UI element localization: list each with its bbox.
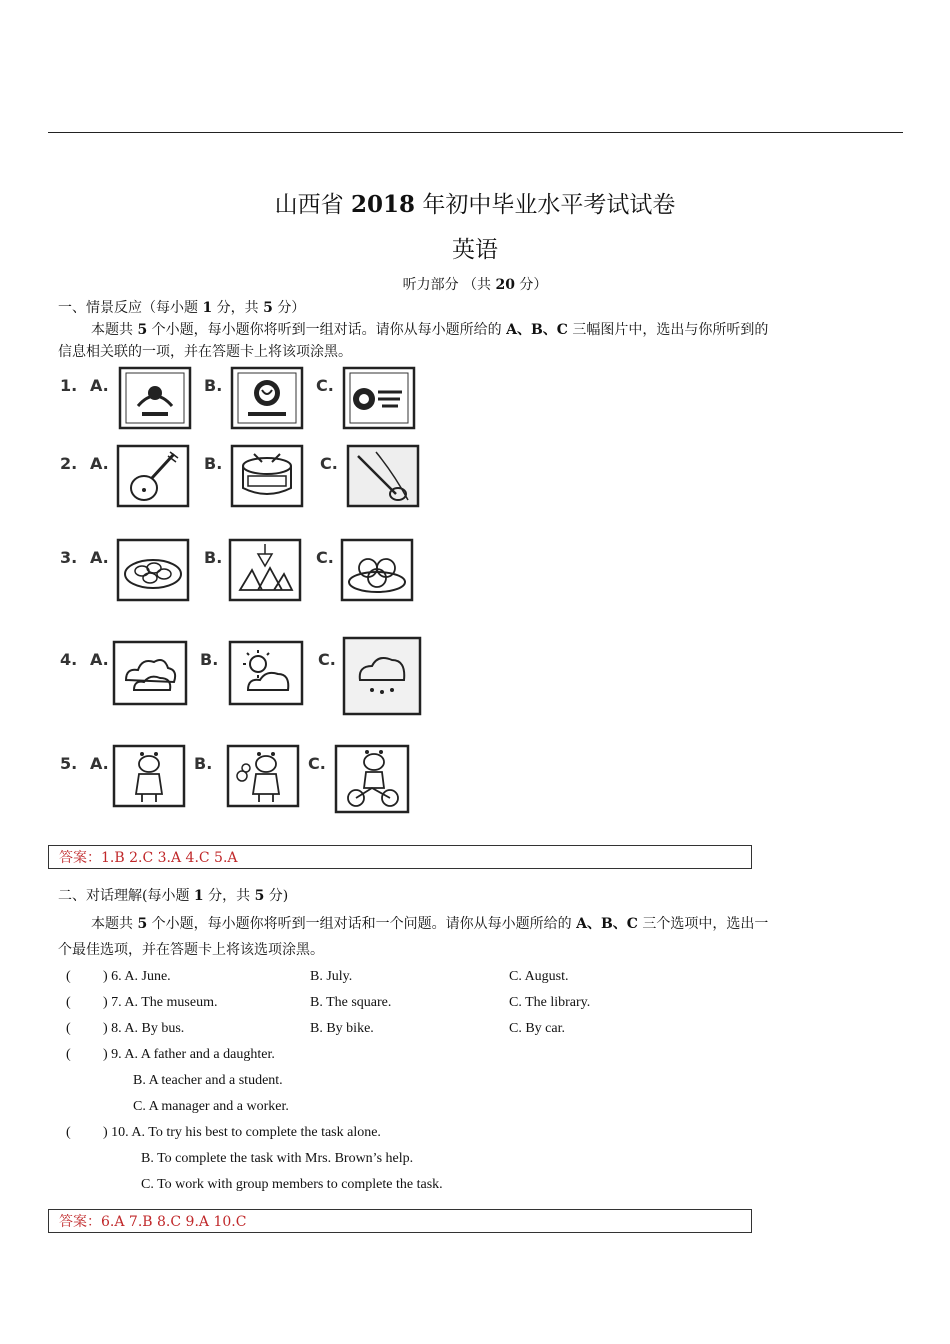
option-label-a: A. <box>90 650 109 669</box>
cloudy-icon[interactable] <box>112 640 188 706</box>
section2-answer-box: 答案：6.A 7.B 8.C 9.A 10.C <box>48 1209 752 1233</box>
festival-logo-icon[interactable] <box>118 366 192 430</box>
partly-sunny-icon[interactable] <box>228 640 304 706</box>
drum-icon[interactable] <box>230 444 304 508</box>
option-label-b: B. <box>204 454 223 473</box>
option-label-b: B. <box>194 754 213 773</box>
question-6-option-c: C. August. <box>509 969 569 984</box>
question-9-option-b: B. A teacher and a student. <box>133 1073 283 1088</box>
option-label-c: C. <box>316 548 334 567</box>
question-row-2 <box>58 444 438 526</box>
option-label-c: C. <box>318 650 336 669</box>
mooncakes-icon[interactable] <box>340 538 414 602</box>
answer-blank-10[interactable]: ( <box>66 1125 71 1140</box>
pipa-icon[interactable] <box>116 444 190 508</box>
answer-blank-9[interactable]: ( <box>66 1047 71 1062</box>
option-label-a: A. <box>90 454 109 473</box>
option-label-a: A. <box>90 548 109 567</box>
question-10-option-a: ) 10. A. To try his best to complete the task alone. <box>103 1125 381 1140</box>
question-8-option-b: B. By bike. <box>310 1021 374 1036</box>
answer-blank-7[interactable]: ( <box>66 995 71 1010</box>
question-9-option-a: ) 9. A. A father and a daughter. <box>103 1047 275 1062</box>
pig-with-flowers-icon[interactable] <box>226 744 300 808</box>
question-10-option-c: C. To work with group members to complete the task. <box>141 1177 443 1192</box>
question-number: 1. <box>60 376 78 395</box>
question-9-option-c: C. A manager and a worker. <box>133 1099 289 1114</box>
question-row-3 <box>58 538 438 620</box>
option-label-b: B. <box>200 650 219 669</box>
dumplings-icon[interactable] <box>116 538 190 602</box>
question-6-option-b: B. July. <box>310 969 353 984</box>
exam-title: 山西省 2018 年初中毕业水平考试试卷 <box>274 191 676 218</box>
section1-heading: 一、情景反应（每小题 1 分，共 5 分） <box>58 300 306 316</box>
answer-blank-8[interactable]: ( <box>66 1021 71 1036</box>
question-8-option-c: C. By car. <box>509 1021 565 1036</box>
mid-autumn-logo-icon[interactable] <box>230 366 304 430</box>
section2-instruction-line2: 个最佳选项，并在答题卡上将该选项涂黑。 <box>58 942 324 958</box>
option-label-a: A. <box>90 754 109 773</box>
top-rule <box>48 132 903 133</box>
question-7-option-b: B. The square. <box>310 995 392 1010</box>
question-8-option-a: ) 8. A. By bus. <box>103 1021 185 1036</box>
question-6-option-a: ) 6. A. June. <box>103 969 171 984</box>
option-label-b: B. <box>204 548 223 567</box>
section2-heading: 二、对话理解(每小题 1 分，共 5 分) <box>58 888 289 904</box>
section1-instruction-line2: 信息相关联的一项，并在答题卡上将该项涂黑。 <box>58 344 352 360</box>
question-7-option-c: C. The library. <box>509 995 591 1010</box>
section1-answer-box: 答案：1.B 2.C 3.A 4.C 5.A <box>48 845 752 869</box>
question-row-1 <box>58 366 438 448</box>
question-7-option-a: ) 7. A. The museum. <box>103 995 218 1010</box>
option-label-c: C. <box>320 454 338 473</box>
pig-standing-icon[interactable] <box>112 744 186 808</box>
question-row-4 <box>58 640 438 722</box>
rainy-icon[interactable] <box>342 636 422 716</box>
section2-instruction: 本题共 5 个小题，每小题你将听到一组对话和一个问题。请你从每小题所给的 A、B、C 三个选项中，选出一 <box>91 916 769 932</box>
erhu-icon[interactable] <box>346 444 420 508</box>
chongyang-logo-icon[interactable] <box>342 366 416 430</box>
section1-instruction: 本题共 5 个小题，每小题你将听到一组对话。请你从每小题所给的 A、B、C 三幅图片中，选出与你所听到的 <box>91 322 769 338</box>
question-number: 5. <box>60 754 78 773</box>
subject-title: 英语 <box>452 237 498 263</box>
option-label-c: C. <box>308 754 326 773</box>
option-label-c: C. <box>316 376 334 395</box>
question-number: 3. <box>60 548 78 567</box>
listening-header: 听力部分 （共 20 分） <box>402 277 548 293</box>
option-label-a: A. <box>90 376 109 395</box>
question-10-option-b: B. To complete the task with Mrs. Brown’s help. <box>141 1151 414 1166</box>
pig-on-bike-icon[interactable] <box>334 744 410 814</box>
zongzi-icon[interactable] <box>228 538 302 602</box>
answer-blank-6[interactable]: ( <box>66 969 71 984</box>
option-label-b: B. <box>204 376 223 395</box>
question-number: 4. <box>60 650 78 669</box>
question-number: 2. <box>60 454 78 473</box>
question-row-5 <box>58 744 438 826</box>
